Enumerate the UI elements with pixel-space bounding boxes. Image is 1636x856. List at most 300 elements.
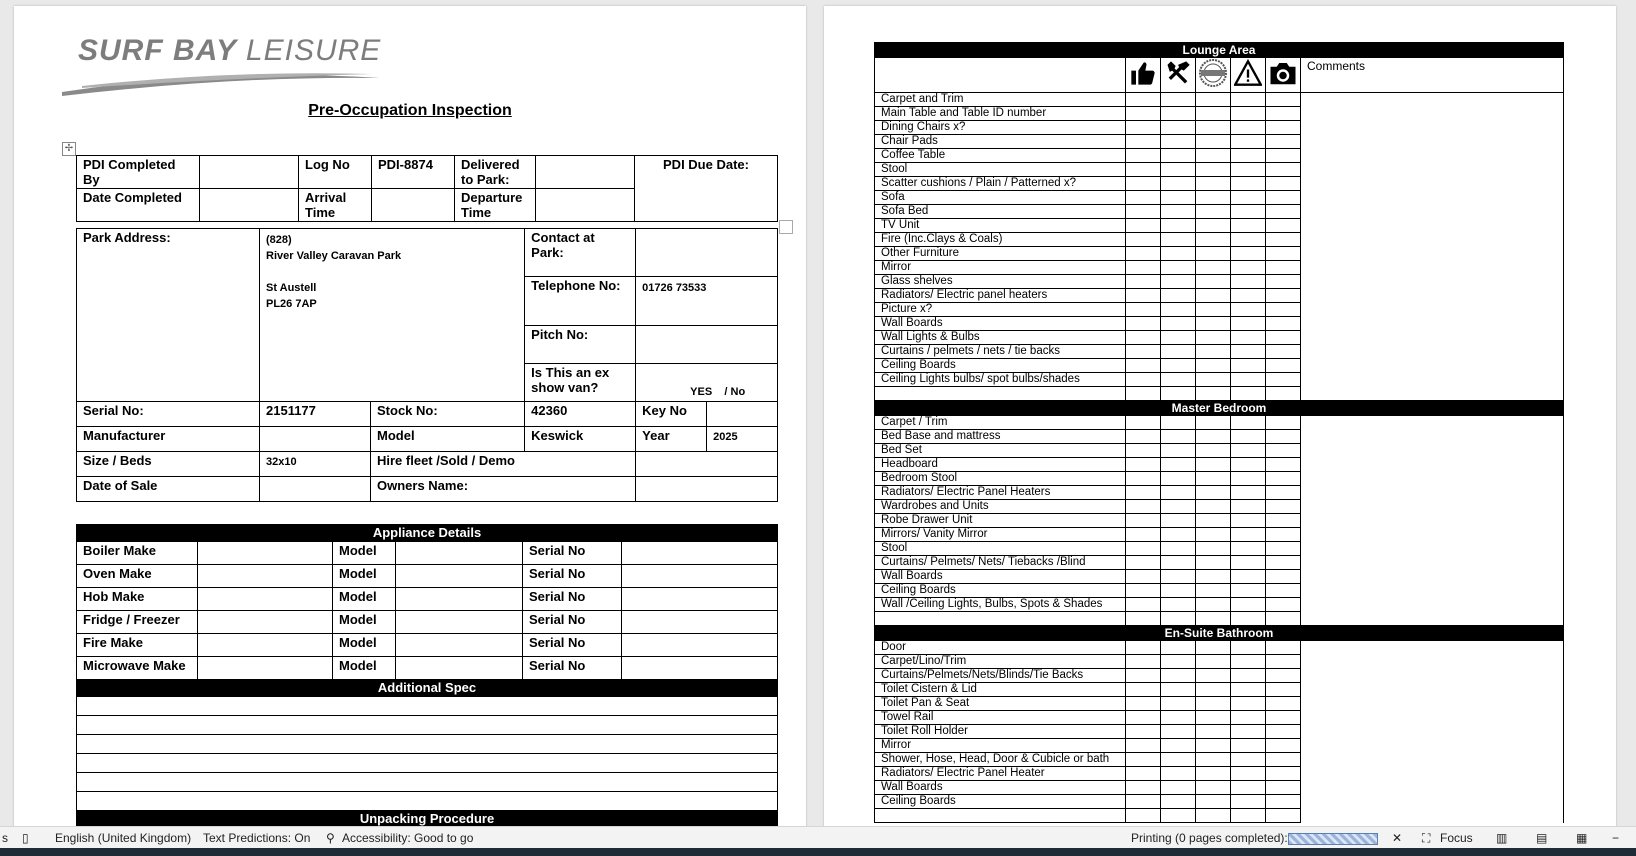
checklist-checkbox[interactable] [1266,641,1301,655]
checklist-checkbox[interactable] [1126,444,1161,458]
checklist-checkbox[interactable] [1161,331,1196,345]
checklist-checkbox[interactable] [1231,655,1266,669]
checklist-checkbox[interactable] [1126,711,1161,725]
checklist-checkbox[interactable] [1231,500,1266,514]
appliance-make-value[interactable] [198,588,333,611]
checklist-checkbox[interactable] [1196,191,1231,205]
pitch-no-value[interactable] [636,325,778,363]
checklist-checkbox[interactable] [1266,570,1301,584]
checklist-checkbox[interactable] [1196,655,1231,669]
checklist-checkbox[interactable] [1231,430,1266,444]
checklist-checkbox[interactable] [1266,781,1301,795]
comments-cell[interactable] [1301,486,1564,500]
checklist-checkbox[interactable] [1161,177,1196,191]
checklist-checkbox[interactable] [1231,739,1266,753]
checklist-checkbox[interactable] [1196,373,1231,387]
checklist-checkbox[interactable] [1161,261,1196,275]
checklist-checkbox[interactable] [1266,444,1301,458]
checklist-checkbox[interactable] [1231,387,1266,401]
checklist-checkbox[interactable] [1126,191,1161,205]
checklist-checkbox[interactable] [1126,233,1161,247]
checklist-checkbox[interactable] [1266,135,1301,149]
checklist-checkbox[interactable] [1231,444,1266,458]
checklist-checkbox[interactable] [1266,458,1301,472]
checklist-checkbox[interactable] [1126,219,1161,233]
checklist-checkbox[interactable] [1161,556,1196,570]
checklist-checkbox[interactable] [1231,486,1266,500]
checklist-checkbox[interactable] [1161,500,1196,514]
checklist-checkbox[interactable] [1266,528,1301,542]
table-move-handle-icon[interactable]: ✢ [62,142,76,156]
checklist-checkbox[interactable] [1126,373,1161,387]
comments-cell[interactable] [1301,121,1564,135]
checklist-checkbox[interactable] [1126,683,1161,697]
spec-line[interactable] [77,716,778,735]
checklist-checkbox[interactable] [1126,781,1161,795]
checklist-checkbox[interactable] [1161,458,1196,472]
checklist-checkbox[interactable] [1196,641,1231,655]
checklist-checkbox[interactable] [1196,205,1231,219]
checklist-checkbox[interactable] [1126,514,1161,528]
comments-cell[interactable] [1301,725,1564,739]
checklist-checkbox[interactable] [1196,387,1231,401]
checklist-checkbox[interactable] [1266,289,1301,303]
comments-cell[interactable] [1301,430,1564,444]
checklist-checkbox[interactable] [1126,584,1161,598]
comments-cell[interactable] [1301,584,1564,598]
checklist-checkbox[interactable] [1266,725,1301,739]
checklist-checkbox[interactable] [1196,317,1231,331]
checklist-checkbox[interactable] [1231,205,1266,219]
comments-cell[interactable] [1301,359,1564,373]
checklist-checkbox[interactable] [1126,556,1161,570]
accessibility-icon[interactable]: ⚲ [326,831,335,845]
checklist-checkbox[interactable] [1231,303,1266,317]
comments-cell[interactable] [1301,107,1564,121]
appliance-model-value[interactable] [396,611,523,634]
comments-cell[interactable] [1301,93,1564,107]
read-mode-icon[interactable]: ▥ [1496,831,1508,845]
checklist-checkbox[interactable] [1161,121,1196,135]
comments-cell[interactable] [1301,598,1564,612]
checklist-checkbox[interactable] [1266,331,1301,345]
checklist-checkbox[interactable] [1266,107,1301,121]
checklist-checkbox[interactable] [1196,416,1231,430]
appliance-model-value[interactable] [396,588,523,611]
comments-cell[interactable] [1301,373,1564,387]
checklist-checkbox[interactable] [1266,486,1301,500]
checklist-checkbox[interactable] [1196,528,1231,542]
checklist-checkbox[interactable] [1196,809,1231,823]
checklist-checkbox[interactable] [1161,795,1196,809]
checklist-checkbox[interactable] [1196,514,1231,528]
web-layout-icon[interactable]: ▦ [1576,831,1588,845]
comments-cell[interactable] [1301,177,1564,191]
checklist-checkbox[interactable] [1161,542,1196,556]
comments-cell[interactable] [1301,444,1564,458]
checklist-checkbox[interactable] [1126,655,1161,669]
date-of-sale-value[interactable] [260,477,371,502]
checklist-item-blank[interactable] [875,809,1126,823]
checklist-checkbox[interactable] [1126,345,1161,359]
date-completed-value[interactable] [200,189,299,222]
appliance-model-value[interactable] [396,565,523,588]
appliance-serial-value[interactable] [622,565,778,588]
checklist-checkbox[interactable] [1126,528,1161,542]
checklist-checkbox[interactable] [1231,598,1266,612]
appliance-make-value[interactable] [198,657,333,680]
checklist-checkbox[interactable] [1196,345,1231,359]
print-layout-icon[interactable]: ▤ [1536,831,1548,845]
checklist-checkbox[interactable] [1231,359,1266,373]
checklist-checkbox[interactable] [1161,219,1196,233]
checklist-checkbox[interactable] [1266,163,1301,177]
comments-cell[interactable] [1301,542,1564,556]
checklist-checkbox[interactable] [1161,753,1196,767]
checklist-checkbox[interactable] [1126,359,1161,373]
checklist-checkbox[interactable] [1196,598,1231,612]
checklist-checkbox[interactable] [1231,416,1266,430]
checklist-checkbox[interactable] [1126,739,1161,753]
checklist-checkbox[interactable] [1196,612,1231,626]
checklist-checkbox[interactable] [1126,767,1161,781]
checklist-checkbox[interactable] [1231,683,1266,697]
comments-cell[interactable] [1301,345,1564,359]
manufacturer-value[interactable] [260,427,371,452]
checklist-checkbox[interactable] [1266,472,1301,486]
checklist-checkbox[interactable] [1231,725,1266,739]
comments-cell[interactable] [1301,205,1564,219]
checklist-checkbox[interactable] [1196,570,1231,584]
checklist-checkbox[interactable] [1161,444,1196,458]
comments-cell[interactable] [1301,809,1564,823]
checklist-checkbox[interactable] [1266,669,1301,683]
delivered-value[interactable] [536,156,635,189]
checklist-checkbox[interactable] [1161,205,1196,219]
owners-name-value[interactable] [636,477,778,502]
arrival-time-value[interactable] [372,189,455,222]
checklist-checkbox[interactable] [1161,359,1196,373]
checklist-checkbox[interactable] [1161,711,1196,725]
comments-cell[interactable] [1301,317,1564,331]
checklist-checkbox[interactable] [1161,486,1196,500]
checklist-checkbox[interactable] [1266,233,1301,247]
checklist-checkbox[interactable] [1126,135,1161,149]
serial-no-value[interactable]: 2151177 [260,402,371,427]
checklist-checkbox[interactable] [1161,725,1196,739]
departure-time-value[interactable] [536,189,635,222]
appliance-model-value[interactable] [396,634,523,657]
checklist-checkbox[interactable] [1266,809,1301,823]
comments-cell[interactable] [1301,612,1564,626]
checklist-checkbox[interactable] [1126,458,1161,472]
checklist-checkbox[interactable] [1266,514,1301,528]
checklist-checkbox[interactable] [1161,107,1196,121]
checklist-checkbox[interactable] [1126,275,1161,289]
checklist-checkbox[interactable] [1161,472,1196,486]
checklist-checkbox[interactable] [1196,683,1231,697]
comments-cell[interactable] [1301,233,1564,247]
checklist-checkbox[interactable] [1231,711,1266,725]
checklist-checkbox[interactable] [1161,697,1196,711]
pdi-completed-by-value[interactable] [200,156,299,189]
checklist-checkbox[interactable] [1126,121,1161,135]
telephone-value[interactable]: 01726 73533 [636,277,778,325]
checklist-checkbox[interactable] [1161,570,1196,584]
checklist-checkbox[interactable] [1126,205,1161,219]
checklist-checkbox[interactable] [1126,416,1161,430]
checklist-checkbox[interactable] [1196,542,1231,556]
checklist-checkbox[interactable] [1161,655,1196,669]
checklist-checkbox[interactable] [1231,697,1266,711]
checklist-checkbox[interactable] [1196,303,1231,317]
checklist-checkbox[interactable] [1126,317,1161,331]
checklist-checkbox[interactable] [1196,135,1231,149]
language-indicator[interactable]: English (United Kingdom) [55,831,192,845]
checklist-checkbox[interactable] [1126,570,1161,584]
proofing-icon[interactable]: ▯ [22,831,29,845]
checklist-checkbox[interactable] [1266,655,1301,669]
comments-cell[interactable] [1301,711,1564,725]
comments-cell[interactable] [1301,458,1564,472]
checklist-checkbox[interactable] [1231,753,1266,767]
spec-line[interactable] [77,697,778,716]
checklist-checkbox[interactable] [1196,795,1231,809]
checklist-checkbox[interactable] [1126,430,1161,444]
checklist-checkbox[interactable] [1196,289,1231,303]
checklist-checkbox[interactable] [1161,430,1196,444]
appliance-serial-value[interactable] [622,542,778,565]
checklist-checkbox[interactable] [1266,598,1301,612]
checklist-checkbox[interactable] [1196,177,1231,191]
checklist-checkbox[interactable] [1161,683,1196,697]
checklist-checkbox[interactable] [1126,163,1161,177]
checklist-checkbox[interactable] [1266,177,1301,191]
checklist-checkbox[interactable] [1231,373,1266,387]
checklist-checkbox[interactable] [1266,767,1301,781]
checklist-checkbox[interactable] [1161,233,1196,247]
comments-cell[interactable] [1301,331,1564,345]
checklist-checkbox[interactable] [1126,641,1161,655]
checklist-checkbox[interactable] [1161,387,1196,401]
checklist-checkbox[interactable] [1126,725,1161,739]
contact-at-park-value[interactable] [636,229,778,277]
checklist-checkbox[interactable] [1196,767,1231,781]
park-address-value[interactable]: (828) River Valley Caravan Park St Austell PL26 7AP [260,229,525,402]
checklist-checkbox[interactable] [1231,261,1266,275]
checklist-checkbox[interactable] [1231,795,1266,809]
checklist-checkbox[interactable] [1196,163,1231,177]
checklist-checkbox[interactable] [1266,500,1301,514]
comments-cell[interactable] [1301,500,1564,514]
checklist-checkbox[interactable] [1196,711,1231,725]
checklist-checkbox[interactable] [1231,331,1266,345]
checklist-checkbox[interactable] [1196,500,1231,514]
checklist-checkbox[interactable] [1231,317,1266,331]
spec-line[interactable] [77,754,778,773]
checklist-checkbox[interactable] [1196,233,1231,247]
comments-cell[interactable] [1301,191,1564,205]
checklist-checkbox[interactable] [1126,753,1161,767]
text-predictions-indicator[interactable]: Text Predictions: On [203,831,311,845]
checklist-checkbox[interactable] [1196,556,1231,570]
checklist-checkbox[interactable] [1266,697,1301,711]
comments-cell[interactable] [1301,303,1564,317]
comments-cell[interactable] [1301,289,1564,303]
appliance-make-value[interactable] [198,634,333,657]
checklist-checkbox[interactable] [1161,528,1196,542]
checklist-checkbox[interactable] [1231,542,1266,556]
comments-cell[interactable] [1301,739,1564,753]
checklist-checkbox[interactable] [1266,219,1301,233]
checklist-checkbox[interactable] [1231,177,1266,191]
appliance-serial-value[interactable] [622,611,778,634]
checklist-checkbox[interactable] [1126,387,1161,401]
checklist-checkbox[interactable] [1231,669,1266,683]
checklist-checkbox[interactable] [1161,809,1196,823]
checklist-checkbox[interactable] [1126,472,1161,486]
checklist-checkbox[interactable] [1266,739,1301,753]
year-value[interactable]: 2025 [707,427,778,452]
checklist-checkbox[interactable] [1266,683,1301,697]
checklist-checkbox[interactable] [1231,528,1266,542]
checklist-checkbox[interactable] [1266,612,1301,626]
checklist-checkbox[interactable] [1196,331,1231,345]
spec-line[interactable] [77,792,778,811]
checklist-checkbox[interactable] [1231,556,1266,570]
checklist-checkbox[interactable] [1196,121,1231,135]
focus-icon[interactable]: ⛶ [1422,831,1431,845]
checklist-checkbox[interactable] [1161,289,1196,303]
appliance-serial-value[interactable] [622,634,778,657]
checklist-checkbox[interactable] [1126,289,1161,303]
checklist-checkbox[interactable] [1161,781,1196,795]
checklist-checkbox[interactable] [1231,149,1266,163]
checklist-checkbox[interactable] [1161,163,1196,177]
comments-cell[interactable] [1301,767,1564,781]
checklist-checkbox[interactable] [1266,430,1301,444]
checklist-checkbox[interactable] [1231,584,1266,598]
spec-line[interactable] [77,773,778,792]
checklist-checkbox[interactable] [1266,317,1301,331]
checklist-checkbox[interactable] [1266,387,1301,401]
appliance-model-value[interactable] [396,542,523,565]
checklist-checkbox[interactable] [1161,669,1196,683]
ex-show-van-value[interactable]: YES / No [636,363,778,401]
page-count-fragment[interactable]: s [2,831,8,845]
checklist-checkbox[interactable] [1196,93,1231,107]
checklist-checkbox[interactable] [1266,205,1301,219]
checklist-checkbox[interactable] [1196,753,1231,767]
checklist-item-blank[interactable] [875,387,1126,401]
checklist-checkbox[interactable] [1266,795,1301,809]
checklist-checkbox[interactable] [1266,275,1301,289]
checklist-checkbox[interactable] [1231,107,1266,121]
comments-cell[interactable] [1301,669,1564,683]
checklist-checkbox[interactable] [1196,261,1231,275]
checklist-checkbox[interactable] [1231,570,1266,584]
comments-cell[interactable] [1301,219,1564,233]
comments-cell[interactable] [1301,528,1564,542]
checklist-checkbox[interactable] [1196,739,1231,753]
checklist-checkbox[interactable] [1126,93,1161,107]
comments-cell[interactable] [1301,795,1564,809]
comments-cell[interactable] [1301,781,1564,795]
accessibility-indicator[interactable]: Accessibility: Good to go [342,831,474,845]
comments-cell[interactable] [1301,753,1564,767]
checklist-checkbox[interactable] [1266,303,1301,317]
checklist-checkbox[interactable] [1161,317,1196,331]
checklist-checkbox[interactable] [1196,275,1231,289]
focus-button[interactable]: Focus [1440,831,1473,845]
checklist-checkbox[interactable] [1231,472,1266,486]
appliance-make-value[interactable] [198,611,333,634]
comments-cell[interactable] [1301,275,1564,289]
checklist-checkbox[interactable] [1126,486,1161,500]
checklist-checkbox[interactable] [1266,416,1301,430]
checklist-checkbox[interactable] [1231,641,1266,655]
log-no-value[interactable]: PDI-8874 [372,156,455,189]
checklist-checkbox[interactable] [1196,458,1231,472]
comments-cell[interactable] [1301,247,1564,261]
checklist-checkbox[interactable] [1161,514,1196,528]
model-value[interactable]: Keswick [525,427,636,452]
zoom-out-icon[interactable]: − [1612,831,1620,845]
comments-cell[interactable] [1301,387,1564,401]
checklist-checkbox[interactable] [1266,191,1301,205]
checklist-checkbox[interactable] [1196,697,1231,711]
checklist-checkbox[interactable] [1231,247,1266,261]
checklist-checkbox[interactable] [1196,107,1231,121]
checklist-checkbox[interactable] [1231,612,1266,626]
checklist-checkbox[interactable] [1196,584,1231,598]
checklist-checkbox[interactable] [1126,542,1161,556]
comments-cell[interactable] [1301,683,1564,697]
checklist-checkbox[interactable] [1161,641,1196,655]
checklist-checkbox[interactable] [1266,121,1301,135]
comments-cell[interactable] [1301,655,1564,669]
checklist-checkbox[interactable] [1196,430,1231,444]
checklist-checkbox[interactable] [1161,373,1196,387]
checklist-checkbox[interactable] [1231,233,1266,247]
checklist-checkbox[interactable] [1161,584,1196,598]
checklist-checkbox[interactable] [1161,345,1196,359]
checklist-checkbox[interactable] [1196,669,1231,683]
comments-cell[interactable] [1301,570,1564,584]
checklist-checkbox[interactable] [1126,598,1161,612]
comments-cell[interactable] [1301,472,1564,486]
checklist-checkbox[interactable] [1266,93,1301,107]
hire-fleet-value[interactable] [636,452,778,477]
checklist-checkbox[interactable] [1126,809,1161,823]
cancel-print-icon[interactable]: ✕ [1392,831,1403,845]
comments-cell[interactable] [1301,135,1564,149]
size-beds-value[interactable]: 32x10 [260,452,371,477]
checklist-checkbox[interactable] [1196,359,1231,373]
comments-cell[interactable] [1301,163,1564,177]
appliance-make-value[interactable] [198,565,333,588]
checklist-checkbox[interactable] [1196,472,1231,486]
checklist-checkbox[interactable] [1196,725,1231,739]
checklist-checkbox[interactable] [1231,345,1266,359]
checklist-checkbox[interactable] [1126,247,1161,261]
checklist-checkbox[interactable] [1231,163,1266,177]
checklist-checkbox[interactable] [1161,612,1196,626]
checklist-checkbox[interactable] [1266,711,1301,725]
checklist-checkbox[interactable] [1231,514,1266,528]
comments-cell[interactable] [1301,697,1564,711]
checklist-checkbox[interactable] [1126,149,1161,163]
